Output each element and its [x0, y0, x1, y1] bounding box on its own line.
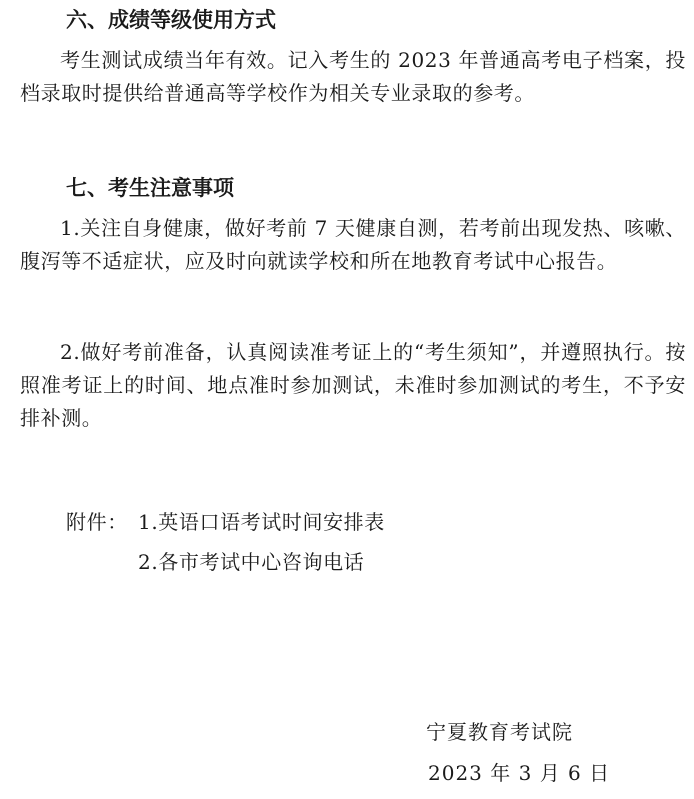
signature-date: 2023 年 3 月 6 日	[428, 761, 611, 785]
attachment-item-2: 2.各市考试中心咨询电话	[138, 550, 365, 574]
notice-item-1: 1.关注自身健康，做好考前 7 天健康自测，若考前出现发热、咳嗽、腹泻等不适症状，应及时向就读学校和所在地教育考试中心报告。	[20, 216, 686, 273]
section-7-heading: 七、考生注意事项	[66, 176, 234, 200]
notice-item-2: 2.做好考前准备，认真阅读准考证上的“考生须知”，并遵照执行。按照准考证上的时间、地点准时参加测试，未准时参加测试的考生，不予安排补测。	[20, 340, 686, 430]
section-6-paragraph: 考生测试成绩当年有效。记入考生的 2023 年普通高考电子档案，投档录取时提供给普通高等学校作为相关专业录取的参考。	[20, 48, 686, 105]
attachment-item-1: 1.英语口语考试时间安排表	[138, 510, 385, 534]
section-6-heading: 六、成绩等级使用方式	[66, 8, 276, 32]
attachments-label: 附件：	[66, 510, 128, 534]
signature-organization: 宁夏教育考试院	[426, 720, 573, 744]
